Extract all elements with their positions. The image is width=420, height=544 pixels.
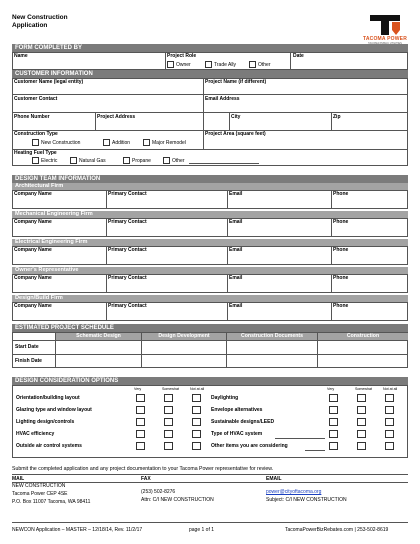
page-title [12, 14, 68, 30]
right-option-1-rating-2-checkbox[interactable] [385, 406, 394, 414]
t-mark-icon [362, 14, 408, 36]
electrical-primary-contact-label: Primary Contact [108, 247, 147, 253]
firm-heading-mechanical: Mechanical Engineering Firm [12, 211, 408, 218]
fuel-natural-gas-checkbox[interactable] [70, 157, 77, 164]
role-owner-label: Owner [176, 62, 191, 68]
mechanical-primary-contact-label: Primary Contact [108, 219, 147, 225]
right-option-label-1: Envelope alternatives [211, 407, 263, 413]
right-option-0-rating-2-checkbox[interactable] [385, 394, 394, 402]
project-address-label: Project Address [97, 114, 136, 120]
firm-row-electrical [12, 246, 408, 265]
mail-line-2: Tacoma Power CEP 4SE [12, 491, 68, 497]
owners-rep-company-name-label: Company Name [14, 275, 52, 281]
left-option-0-rating-2-checkbox[interactable] [192, 394, 201, 402]
logo-wordmark: TACOMA POWER [362, 36, 408, 42]
left-option-2-rating-2-checkbox[interactable] [192, 418, 201, 426]
right-option-4-rating-1-checkbox[interactable] [357, 442, 366, 450]
heating-fuel-label: Heating Fuel Type [14, 150, 57, 156]
design-build-phone-label: Phone [333, 303, 349, 309]
architectural-email-label: Email [229, 191, 243, 197]
owners-rep-phone-label: Phone [333, 275, 349, 281]
design-build-primary-contact-label: Primary Contact [108, 303, 147, 309]
email-address-label: Email Address [205, 96, 240, 102]
owners-rep-email-label: Email [229, 275, 243, 281]
customer-info-box [12, 78, 408, 166]
customer-contact-label: Customer Contact [14, 96, 58, 102]
right-option-4-rating-2-checkbox[interactable] [385, 442, 394, 450]
zip-label: Zip [333, 114, 341, 120]
left-option-label-3: HVAC efficiency [16, 431, 55, 437]
role-trade-ally-checkbox[interactable] [205, 61, 212, 68]
title-line-1: New Construction [12, 14, 68, 21]
fax-number: (253) 502-8276 [141, 489, 176, 495]
name-label: Name [14, 53, 28, 59]
email-subject: Subject: C/I NEW CONSTRUCTION [266, 497, 347, 503]
left-option-label-1: Glazing type and window layout [16, 407, 92, 413]
design-team-band: DESIGN TEAM INFORMATION [12, 175, 408, 183]
major-remodel-checkbox[interactable] [143, 139, 150, 146]
addition-label: Addition [112, 140, 131, 146]
fax-attn: Attn: C/I NEW CONSTRUCTION [141, 497, 214, 503]
left-option-3-rating-2-checkbox[interactable] [192, 430, 201, 438]
design-options-band: DESIGN CONSIDERATION OPTIONS [12, 377, 408, 385]
right-option-label-4: Other items you are considering [211, 443, 288, 449]
start-date-label: Start Date [15, 344, 39, 350]
firm-row-architectural [12, 190, 408, 209]
schedule-col-schematic: Schematic Design [56, 333, 141, 340]
email-address-link[interactable]: power@cityoftacoma.org [266, 489, 322, 495]
architectural-primary-contact-label: Primary Contact [108, 191, 147, 197]
firm-row-mechanical [12, 218, 408, 237]
right-option-3-rating-1-checkbox[interactable] [357, 430, 366, 438]
role-trade-ally-label: Trade Ally [214, 62, 237, 68]
schedule-col-design-dev: Design Development [142, 333, 226, 340]
role-owner-checkbox[interactable] [167, 61, 174, 68]
mail-heading: MAIL [12, 476, 25, 482]
form-completed-by-band: FORM COMPLETED BY [12, 44, 408, 52]
right-option-0-rating-1-checkbox[interactable] [357, 394, 366, 402]
footer-doc-id: NEWCON Application – MASTER – 12/18/14, Rev. 11/2/17 [12, 527, 143, 533]
major-remodel-label: Major Remodel [152, 140, 186, 146]
finish-date-label: Finish Date [15, 358, 42, 364]
right-option-1-rating-1-checkbox[interactable] [357, 406, 366, 414]
mail-line-3: P.O. Box 11007 Tacoma, WA 98411 [12, 499, 91, 505]
right-option-label-3: Type of HVAC system [211, 431, 263, 437]
left-option-label-0: Orientation/building layout [16, 395, 80, 401]
fuel-electric-checkbox[interactable] [32, 157, 39, 164]
tacoma-power-logo [362, 14, 408, 48]
left-option-4-rating-1-checkbox[interactable] [164, 442, 173, 450]
role-other-label: Other [258, 62, 271, 68]
right-option-4-rating-0-checkbox[interactable] [329, 442, 338, 450]
left-option-3-rating-1-checkbox[interactable] [164, 430, 173, 438]
construction-type-label: Construction Type [14, 131, 58, 137]
phone-number-label: Phone Number [14, 114, 50, 120]
right-scale-header-1: Somewhat [355, 387, 372, 391]
right-option-3-rating-0-checkbox[interactable] [329, 430, 338, 438]
email-heading: EMAIL [266, 476, 282, 482]
role-other-checkbox[interactable] [249, 61, 256, 68]
left-scale-header-0: Very [134, 387, 142, 391]
mechanical-company-name-label: Company Name [14, 219, 52, 225]
firm-row-owners-rep [12, 274, 408, 293]
right-option-2-rating-1-checkbox[interactable] [357, 418, 366, 426]
left-option-4-rating-2-checkbox[interactable] [192, 442, 201, 450]
project-role-label: Project Role [167, 53, 197, 59]
submit-instruction: Submit the completed application and any project documentation to your Tacoma Power representative for review. [12, 466, 274, 472]
date-label: Date [293, 53, 304, 59]
left-option-2-rating-1-checkbox[interactable] [164, 418, 173, 426]
right-option-2-rating-2-checkbox[interactable] [385, 418, 394, 426]
left-option-0-rating-1-checkbox[interactable] [164, 394, 173, 402]
owners-rep-primary-contact-label: Primary Contact [108, 275, 147, 281]
schedule-band: ESTIMATED PROJECT SCHEDULE [12, 324, 408, 332]
fuel-propane-label: Propane [132, 158, 151, 164]
right-option-0-rating-0-checkbox[interactable] [329, 394, 338, 402]
mechanical-email-label: Email [229, 219, 243, 225]
architectural-phone-label: Phone [333, 191, 349, 197]
customer-name-label: Customer Name (legal entity) [14, 79, 84, 85]
firm-heading-electrical: Electrical Engineering Firm [12, 239, 408, 246]
firm-heading-design-build: Design/Build Firm [12, 295, 408, 302]
left-option-4-rating-0-checkbox[interactable] [136, 442, 145, 450]
left-option-1-rating-0-checkbox[interactable] [136, 406, 145, 414]
mail-line-1: NEW CONSTRUCTION [12, 483, 66, 489]
design-build-company-name-label: Company Name [14, 303, 52, 309]
schedule-col-construction-docs: Construction Documents [227, 333, 317, 340]
architectural-company-name-label: Company Name [14, 191, 52, 197]
right-option-2-rating-0-checkbox[interactable] [329, 418, 338, 426]
new-construction-checkbox[interactable] [32, 139, 39, 146]
electrical-company-name-label: Company Name [14, 247, 52, 253]
city-label: City [231, 114, 241, 120]
left-option-1-rating-2-checkbox[interactable] [192, 406, 201, 414]
fax-heading: FAX [141, 476, 151, 482]
design-build-email-label: Email [229, 303, 243, 309]
fuel-propane-checkbox[interactable] [123, 157, 130, 164]
firm-heading-owners-rep: Owner's Representative [12, 267, 408, 274]
right-option-3-rating-2-checkbox[interactable] [385, 430, 394, 438]
right-scale-header-2: Not at all [383, 387, 398, 391]
left-option-2-rating-0-checkbox[interactable] [136, 418, 145, 426]
addition-checkbox[interactable] [103, 139, 110, 146]
project-area-label: Project Area (square feet) [205, 131, 266, 137]
new-construction-label: New Construction [41, 140, 81, 146]
electrical-email-label: Email [229, 247, 243, 253]
project-name-label: Project Name (if different) [205, 79, 267, 85]
left-option-1-rating-1-checkbox[interactable] [164, 406, 173, 414]
fuel-other-label: Other [172, 158, 185, 164]
right-option-label-0: Daylighting [211, 395, 239, 401]
fuel-electric-label: Electric [41, 158, 58, 164]
left-scale-header-2: Not at all [190, 387, 205, 391]
left-option-label-4: Outside air control systems [16, 443, 82, 449]
left-option-label-2: Lighting design/controls [16, 419, 75, 425]
title-line-2: Application [12, 22, 48, 29]
left-scale-header-1: Somewhat [162, 387, 179, 391]
right-scale-header-0: Very [327, 387, 335, 391]
fuel-natural-gas-label: Natural Gas [79, 158, 106, 164]
firm-heading-architectural: Architectural Firm [12, 183, 408, 190]
right-option-1-rating-0-checkbox[interactable] [329, 406, 338, 414]
customer-info-band: CUSTOMER INFORMATION [12, 70, 408, 78]
mechanical-phone-label: Phone [333, 219, 349, 225]
left-option-3-rating-0-checkbox[interactable] [136, 430, 145, 438]
left-option-0-rating-0-checkbox[interactable] [136, 394, 145, 402]
schedule-col-construction: Construction [318, 333, 408, 340]
electrical-phone-label: Phone [333, 247, 349, 253]
footer-page-number: page 1 of 1 [189, 527, 215, 533]
fuel-other-checkbox[interactable] [163, 157, 170, 164]
right-option-label-2: Sustainable designs/LEED [211, 419, 275, 425]
firm-row-design-build [12, 302, 408, 321]
footer-website[interactable]: TacomaPowerBizRebates.com | 253-502-8619 [285, 527, 389, 533]
